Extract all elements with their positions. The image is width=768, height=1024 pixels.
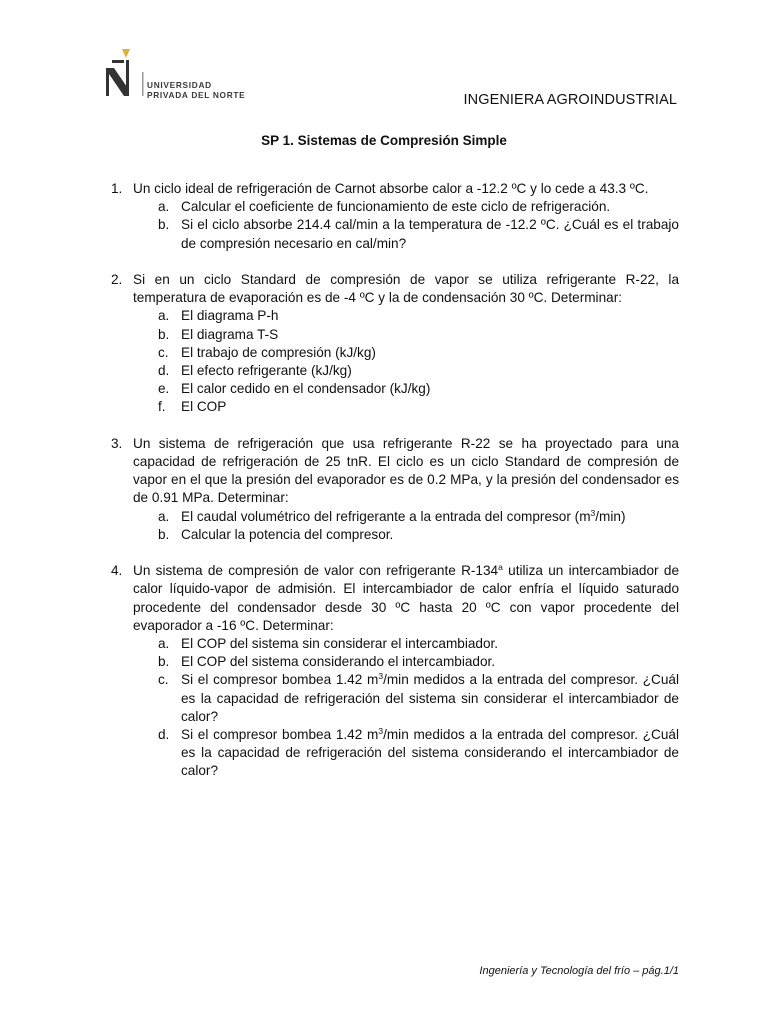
subitem-text-post: /min medidos a la entrada del compresor. ¿Cuál es la capacidad de refrigeración del sistema considerando el intercambiador de calor? [181, 727, 679, 779]
subitem-text-pre: Si el compresor bombea 1.42 m [181, 727, 379, 743]
subitem [158, 635, 679, 653]
document-title: SP 1. Sistemas de Compresión Simple [261, 133, 507, 148]
logo-divider [142, 72, 144, 96]
page-footer: Ingeniería y Tecnología del frío – pág.1/1 [479, 965, 679, 977]
subitem-letter: a. [158, 308, 170, 324]
problem-body [133, 435, 679, 544]
subitem [158, 671, 679, 726]
subitem [158, 326, 679, 344]
problem-number: 1. [111, 181, 123, 196]
subitem-text: El COP del sistema considerando el intercambiador. [181, 654, 496, 670]
subitem [158, 380, 679, 398]
subitem-text: El COP del sistema sin considerar el intercambiador. [181, 636, 499, 652]
subitem-text [181, 508, 679, 526]
subitem-text: El diagrama T-S [181, 326, 279, 342]
logo-wordmark [147, 80, 245, 100]
subitem-text-pre: El caudal volumétrico del refrigerante a la entrada del compresor (m [181, 508, 591, 524]
problem-number: 4. [111, 563, 123, 579]
problem-number: 3. [111, 435, 123, 451]
problem-statement: Un sistema de refrigeración que usa refrigerante R-22 se ha proyectado para una capacidad de refrigeración de 25 tnR. El ciclo es un ciclo Standard de compresión de vapor en el que la presión del evaporador es de 0.2 MPa, y la presión del condensador es de 0.91 MPa. Determinar: [133, 435, 679, 506]
subitem-letter: f. [158, 399, 166, 415]
subitem [158, 653, 679, 671]
subitem-letter: c. [158, 672, 169, 688]
problem-list [111, 180, 679, 799]
superscript: a [498, 562, 503, 573]
subitem-text: El calor cedido en el condensador (kJ/kg) [181, 381, 431, 397]
superscript: 3 [378, 671, 384, 682]
problem-statement: Un ciclo ideal de refrigeración de Carnot absorbe calor a -12.2 ºC y lo cede a 43.3 ºC. [133, 181, 649, 196]
subitem-letter: b. [158, 326, 170, 342]
subitem-text: El COP [181, 399, 227, 415]
subitem [158, 526, 679, 544]
problem-1 [111, 180, 679, 253]
problem-body [133, 180, 679, 253]
problem-number: 2. [111, 272, 123, 287]
subitem [158, 198, 679, 216]
subitem-letter: e. [158, 381, 170, 397]
subitem [158, 307, 679, 325]
problem-statement: Si en un ciclo Standard de compresión de vapor se utiliza refrigerante R-22, la temperatura de evaporación es de -4 ºC y la de condensación 30 ºC. Determinar: [133, 272, 679, 306]
subitem-text [181, 671, 679, 726]
logo-gold-mark [122, 49, 130, 58]
subitem-text-post: /min medidos a la entrada del compresor. ¿Cuál es la capacidad de refrigeración del sistema sin considerar el intercambiador de calor? [181, 672, 679, 724]
subitem-letter: d. [158, 363, 170, 379]
subitem-letter: b. [158, 217, 170, 233]
subitem-text [181, 726, 679, 781]
logo-line-2: PRIVADA DEL NORTE [147, 90, 246, 100]
subitem-letter: a. [158, 636, 170, 652]
subitem-text: El trabajo de compresión (kJ/kg) [181, 344, 376, 360]
problem-body [133, 562, 679, 780]
problem-4 [111, 562, 679, 780]
subitem-letter: b. [158, 526, 170, 542]
subitem-letter: d. [158, 727, 170, 743]
problem-body [133, 271, 679, 417]
statement-pre: Un sistema de compresión de valor con refrigerante R-134 [133, 563, 499, 579]
superscript: 3 [590, 507, 596, 518]
logo-tilde [112, 60, 124, 63]
subitem-text-post: /min) [595, 508, 626, 524]
logo-n-stem-right [126, 60, 129, 96]
subitem-letter: a. [158, 199, 170, 215]
subitem-text: Calcular la potencia del compresor. [181, 526, 394, 542]
problem-statement [133, 562, 679, 635]
subitem [158, 508, 679, 526]
subitem-text-pre: Si el compresor bombea 1.42 m [181, 672, 379, 688]
subitem [158, 362, 679, 380]
superscript: 3 [378, 726, 384, 737]
subitem-text: El efecto refrigerante (kJ/kg) [181, 363, 352, 379]
problem-2 [111, 271, 679, 417]
subitem-text: El diagrama P-h [181, 308, 279, 324]
subitem-text: Calcular el coeficiente de funcionamiento de este ciclo de refrigeración. [181, 199, 611, 215]
subitem-letter: c. [158, 344, 169, 360]
statement-post: utiliza un intercambiador de calor líquido-vapor de admisión. El intercambiador de calor enfría el líquido saturado procedente del condensador desde 30 ºC hasta 20 ºC con vapor procedente del evaporador a -16 ºC. Determinar: [133, 563, 680, 633]
logo-n-stem-left [106, 68, 109, 96]
subitem-text: Si el ciclo absorbe 214.4 cal/min a la temperatura de -12.2 ºC. ¿Cuál es el trabajo de compresión necesario en cal/min? [181, 217, 679, 251]
problem-3 [111, 435, 679, 544]
subitem [158, 344, 679, 362]
logo-line-1: UNIVERSIDAD [147, 80, 212, 90]
subitem [158, 726, 679, 781]
program-name: INGENIERA AGROINDUSTRIAL [463, 92, 677, 108]
subitem [158, 398, 679, 416]
subitem [158, 216, 679, 252]
subitem-letter: a. [158, 508, 170, 524]
subitem-letter: b. [158, 654, 170, 670]
